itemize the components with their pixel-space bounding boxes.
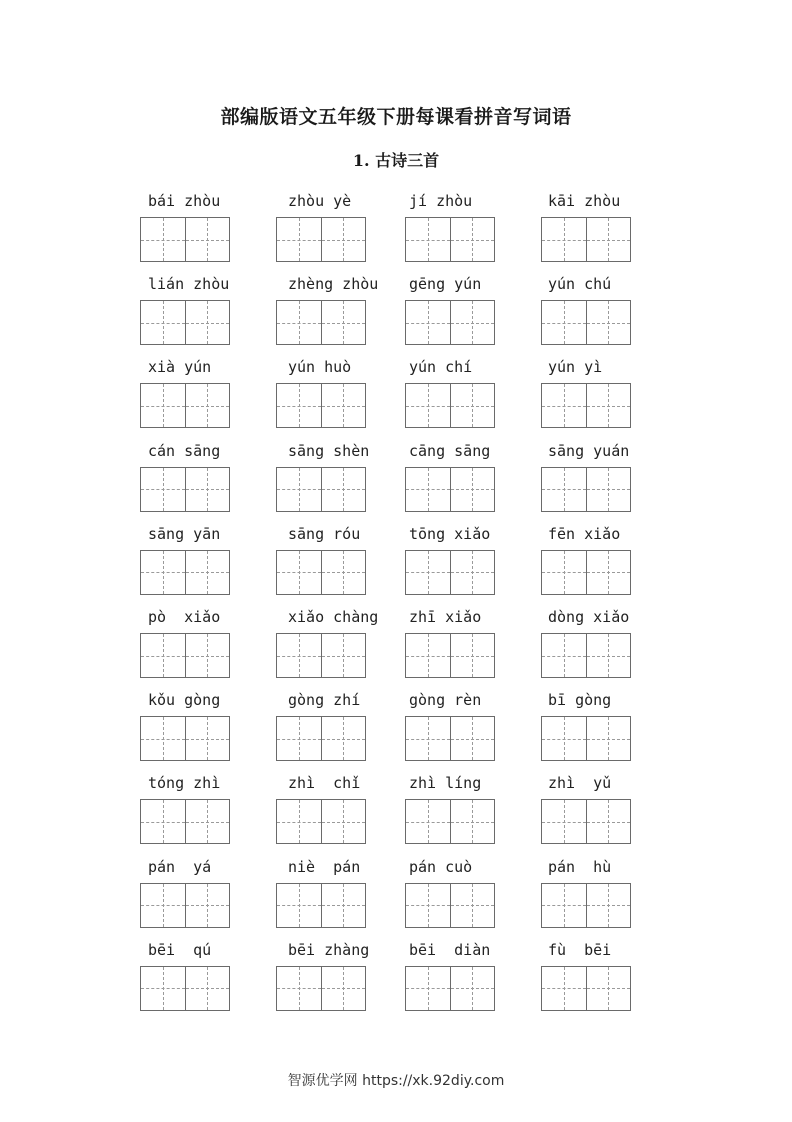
tianzi-cell[interactable] <box>542 634 586 677</box>
writing-box[interactable] <box>276 966 366 1011</box>
tianzi-cell[interactable] <box>586 301 631 344</box>
pinyin-label: fēn xiǎo <box>548 524 621 543</box>
pinyin-label: jí zhòu <box>409 192 473 210</box>
pinyin-label: yún yì <box>548 358 603 377</box>
tianzi-cell[interactable] <box>277 218 321 261</box>
writing-box[interactable] <box>140 716 230 761</box>
pinyin-label: gòng rèn <box>409 691 482 710</box>
tianzi-cell[interactable] <box>542 800 586 843</box>
tianzi-cell[interactable] <box>542 468 586 511</box>
writing-box[interactable] <box>541 217 631 262</box>
writing-box[interactable] <box>140 633 230 678</box>
writing-box[interactable] <box>405 217 495 262</box>
writing-box[interactable] <box>276 467 366 512</box>
page-title: 部编版语文五年级下册每课看拼音写词语 <box>220 106 572 128</box>
tianzi-cell[interactable] <box>450 967 495 1010</box>
writing-box[interactable] <box>140 550 230 595</box>
pinyin-label: kǒu gòng <box>148 691 221 710</box>
pinyin-label: bēi zhàng <box>288 940 370 959</box>
writing-box[interactable] <box>140 883 230 928</box>
writing-box[interactable] <box>276 799 366 844</box>
writing-box[interactable] <box>140 799 230 844</box>
pinyin-label: kāi zhòu <box>548 192 621 210</box>
pinyin-label: yún chú <box>548 275 612 294</box>
tianzi-cell[interactable] <box>277 468 321 511</box>
writing-box[interactable] <box>405 633 495 678</box>
writing-box[interactable] <box>276 300 366 345</box>
tianzi-cell[interactable] <box>321 218 366 261</box>
tianzi-cell[interactable] <box>450 634 495 677</box>
tianzi-cell[interactable] <box>542 717 586 760</box>
pinyin-label: pán cuò <box>409 857 473 876</box>
tianzi-cell[interactable] <box>185 551 230 594</box>
writing-box[interactable] <box>140 467 230 512</box>
tianzi-cell[interactable] <box>450 468 495 511</box>
tianzi-cell[interactable] <box>406 551 450 594</box>
tianzi-cell[interactable] <box>450 800 495 843</box>
writing-box[interactable] <box>541 966 631 1011</box>
tianzi-cell[interactable] <box>321 800 366 843</box>
pinyin-label: cán sāng <box>148 441 221 460</box>
tianzi-cell[interactable] <box>321 384 366 427</box>
writing-box[interactable] <box>276 716 366 761</box>
lesson-title: 1. 古诗三首 <box>352 151 440 170</box>
pinyin-label: gòng zhí <box>288 691 361 710</box>
writing-box[interactable] <box>541 633 631 678</box>
writing-box[interactable] <box>405 383 495 428</box>
tianzi-cell[interactable] <box>542 218 586 261</box>
pinyin-label: zhòu yè <box>288 192 352 210</box>
pinyin-label: fù bēi <box>548 940 612 959</box>
pinyin-label: bái zhòu <box>148 192 221 210</box>
pinyin-label: xià yún <box>148 358 212 377</box>
tianzi-cell[interactable] <box>141 384 185 427</box>
tianzi-cell[interactable] <box>185 717 230 760</box>
tianzi-cell[interactable] <box>185 301 230 344</box>
writing-box[interactable] <box>405 550 495 595</box>
writing-box[interactable] <box>541 550 631 595</box>
tianzi-cell[interactable] <box>406 884 450 927</box>
tianzi-cell[interactable] <box>321 967 366 1010</box>
pinyin-label: zhì líng <box>409 774 482 793</box>
writing-box[interactable] <box>276 633 366 678</box>
tianzi-cell[interactable] <box>321 634 366 677</box>
writing-box[interactable] <box>276 883 366 928</box>
writing-box[interactable] <box>405 467 495 512</box>
writing-box[interactable] <box>541 383 631 428</box>
tianzi-cell[interactable] <box>450 301 495 344</box>
pinyin-label: sāng yān <box>148 524 221 543</box>
writing-box[interactable] <box>405 883 495 928</box>
tianzi-cell[interactable] <box>586 218 631 261</box>
tianzi-cell[interactable] <box>185 967 230 1010</box>
pinyin-label: xiǎo chàng <box>288 608 379 626</box>
tianzi-cell[interactable] <box>141 884 185 927</box>
writing-box[interactable] <box>276 383 366 428</box>
writing-box[interactable] <box>140 217 230 262</box>
tianzi-cell[interactable] <box>406 717 450 760</box>
tianzi-cell[interactable] <box>141 218 185 261</box>
pinyin-label: gēng yún <box>409 275 482 294</box>
tianzi-cell[interactable] <box>277 967 321 1010</box>
tianzi-cell[interactable] <box>406 468 450 511</box>
tianzi-cell[interactable] <box>321 551 366 594</box>
writing-box[interactable] <box>541 300 631 345</box>
writing-box[interactable] <box>541 799 631 844</box>
writing-box[interactable] <box>140 300 230 345</box>
tianzi-cell[interactable] <box>321 468 366 511</box>
pinyin-label: zhì chǐ <box>288 774 361 793</box>
writing-box[interactable] <box>140 966 230 1011</box>
pinyin-label: sāng yuán <box>548 441 630 460</box>
tianzi-cell[interactable] <box>406 301 450 344</box>
footer-watermark: 智源优学网 https://xk.92diy.com <box>287 1073 505 1089</box>
tianzi-cell[interactable] <box>321 301 366 344</box>
tianzi-cell[interactable] <box>450 218 495 261</box>
tianzi-cell[interactable] <box>586 884 631 927</box>
tianzi-cell[interactable] <box>277 800 321 843</box>
writing-box[interactable] <box>276 217 366 262</box>
writing-box[interactable] <box>405 799 495 844</box>
tianzi-cell[interactable] <box>185 468 230 511</box>
tianzi-cell[interactable] <box>542 384 586 427</box>
tianzi-cell[interactable] <box>141 634 185 677</box>
pinyin-label: pán yá <box>148 857 212 876</box>
tianzi-cell[interactable] <box>277 634 321 677</box>
pinyin-label: pán hù <box>548 857 612 876</box>
tianzi-cell[interactable] <box>141 800 185 843</box>
writing-box[interactable] <box>541 883 631 928</box>
pinyin-label: niè pán <box>288 857 361 876</box>
tianzi-cell[interactable] <box>406 967 450 1010</box>
writing-box[interactable] <box>405 716 495 761</box>
tianzi-cell[interactable] <box>185 884 230 927</box>
tianzi-cell[interactable] <box>185 384 230 427</box>
pinyin-label: tōng xiǎo <box>409 524 491 543</box>
tianzi-cell[interactable] <box>141 967 185 1010</box>
tianzi-cell[interactable] <box>586 967 631 1010</box>
tianzi-cell[interactable] <box>277 551 321 594</box>
tianzi-cell[interactable] <box>185 800 230 843</box>
tianzi-cell[interactable] <box>542 301 586 344</box>
pinyin-label: zhì yǔ <box>548 774 612 793</box>
tianzi-cell[interactable] <box>586 468 631 511</box>
writing-box[interactable] <box>541 467 631 512</box>
tianzi-cell[interactable] <box>406 218 450 261</box>
tianzi-cell[interactable] <box>542 551 586 594</box>
tianzi-cell[interactable] <box>450 384 495 427</box>
tianzi-cell[interactable] <box>277 301 321 344</box>
writing-box[interactable] <box>541 716 631 761</box>
tianzi-cell[interactable] <box>141 301 185 344</box>
pinyin-label: yún chí <box>409 358 473 377</box>
tianzi-cell[interactable] <box>185 218 230 261</box>
tianzi-cell[interactable] <box>141 468 185 511</box>
pinyin-label: sāng shèn <box>288 441 370 460</box>
tianzi-cell[interactable] <box>450 717 495 760</box>
tianzi-cell[interactable] <box>586 800 631 843</box>
pinyin-label: pò xiǎo <box>148 608 221 626</box>
tianzi-cell[interactable] <box>586 384 631 427</box>
tianzi-cell[interactable] <box>586 717 631 760</box>
tianzi-cell[interactable] <box>406 634 450 677</box>
tianzi-cell[interactable] <box>321 884 366 927</box>
tianzi-cell[interactable] <box>277 384 321 427</box>
writing-box[interactable] <box>405 300 495 345</box>
tianzi-cell[interactable] <box>185 634 230 677</box>
pinyin-label: bēi qú <box>148 940 212 959</box>
pinyin-label: zhèng zhòu <box>288 275 379 294</box>
pinyin-label: cāng sāng <box>409 441 491 460</box>
pinyin-label: sāng róu <box>288 524 361 543</box>
pinyin-label: bī gòng <box>548 691 612 710</box>
pinyin-label: zhī xiǎo <box>409 608 482 626</box>
tianzi-cell[interactable] <box>406 384 450 427</box>
tianzi-cell[interactable] <box>277 884 321 927</box>
pinyin-label: yún huò <box>288 358 352 377</box>
tianzi-cell[interactable] <box>450 551 495 594</box>
pinyin-label: dòng xiǎo <box>548 608 630 626</box>
tianzi-cell[interactable] <box>542 884 586 927</box>
pinyin-label: tóng zhì <box>148 774 221 793</box>
pinyin-label: bēi diàn <box>409 940 491 959</box>
tianzi-cell[interactable] <box>406 800 450 843</box>
tianzi-cell[interactable] <box>586 634 631 677</box>
tianzi-cell[interactable] <box>141 551 185 594</box>
writing-box[interactable] <box>140 383 230 428</box>
tianzi-cell[interactable] <box>321 717 366 760</box>
tianzi-cell[interactable] <box>450 884 495 927</box>
writing-box[interactable] <box>276 550 366 595</box>
writing-box[interactable] <box>405 966 495 1011</box>
tianzi-cell[interactable] <box>542 967 586 1010</box>
pinyin-label: lián zhòu <box>148 275 230 294</box>
tianzi-cell[interactable] <box>277 717 321 760</box>
tianzi-cell[interactable] <box>141 717 185 760</box>
tianzi-cell[interactable] <box>586 551 631 594</box>
